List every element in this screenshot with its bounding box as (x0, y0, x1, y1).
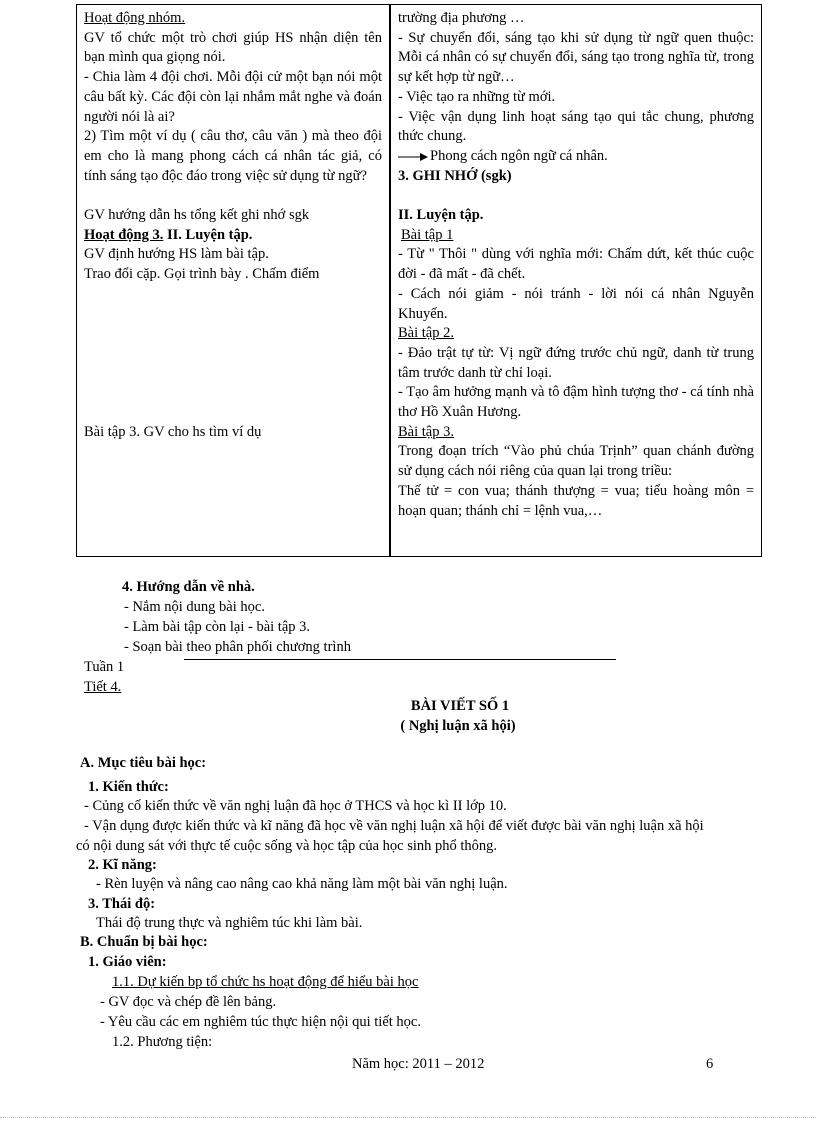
homework-item: - Làm bài tập còn lại - bài tập 3. (124, 619, 311, 635)
attitude-heading: 3. Thái độ: (88, 896, 156, 912)
practice-heading: II. Luyện tập. (398, 207, 484, 224)
activity-text: Trao đổi cặp. Gọi trình bày . Chấm điểm (84, 266, 320, 283)
activity-text: GV định hướng HS làm bài tập. (84, 246, 269, 263)
homework-heading: 4. Hướng dẫn về nhà. (122, 579, 255, 595)
footer-page-number: 6 (706, 1056, 714, 1072)
period-label: Tiết 4. (84, 679, 122, 695)
content-text: - Sự chuyển đổi, sáng tạo khi sử dụng từ ngữ quen thuộc: Mỗi cá nhân có sự chuyển đổi, sáng tạo trong nghĩa từ, trong sự kết hợp từ ngữ… (398, 29, 754, 86)
knowledge-text: - Củng cố kiến thức về văn nghị luận đã học ở THCS và học kì II lớp 10. (84, 798, 507, 814)
page-title: BÀI VIẾT SỐ 1 (410, 698, 510, 714)
footer-school-year: Năm học: 2011 – 2012 (352, 1056, 485, 1072)
knowledge-heading: 1. Kiến thức: (88, 779, 169, 795)
homework-item: - Soạn bài theo phân phối chương trình (124, 639, 351, 655)
memo-heading: 3. GHI NHỚ (sgk) (398, 167, 512, 184)
attitude-text: Thái độ trung thực và nghiêm túc khi làm bài. (96, 915, 363, 931)
activity-text: GV hướng dẫn hs tổng kết ghi nhớ sgk (84, 207, 310, 224)
activity-text: GV tổ chức một trò chơi giúp HS nhận diện tên bạn mình qua giọng nói. (84, 29, 382, 66)
content-text: - Việc tạo ra những từ mới. (398, 88, 556, 105)
skills-text: - Rèn luyện và nâng cao nâng cao khả năng làm một bài văn nghị luận. (96, 876, 508, 892)
exercise-3-heading: Bài tập 3. (398, 423, 454, 440)
content-text: - Từ " Thôi " dùng với nghĩa mới: Chấm dứt, kết thúc cuộc đời - đã mất - đã chết. (398, 246, 754, 283)
page-subtitle: ( Nghị luận xã hội) (400, 718, 516, 734)
activity-3-heading: Hoạt động 3. II. Luyện tập. (84, 226, 253, 243)
content-text: - Cách nói giảm - nói tránh - lời nói cá nhân Nguyễn Khuyến. (398, 285, 754, 322)
plan-text: - Yêu cầu các em nghiêm túc thực hiện nội qui tiết học. (100, 1014, 421, 1030)
teacher-heading: 1. Giáo viên: (88, 954, 167, 970)
content-text: Thế tử = con vua; thánh thượng = vua; tiểu hoàng môn = hoạn quan; thánh chỉ = lệnh vua,… (398, 482, 754, 519)
exercise-2-heading: Bài tập 2. (398, 325, 454, 342)
content-text: Trong đoạn trích “Vào phủ chúa Trịnh” quan chánh đường sử dụng cách nói riêng của quan lại trong triều: (398, 443, 754, 480)
section-b-heading: B. Chuẩn bị bài học: (80, 934, 208, 950)
lesson-table (76, 4, 762, 557)
exercise-1-heading: Bài tập 1 (401, 226, 454, 243)
knowledge-text: có nội dung sát với thực tế cuộc sống và học tập của học sinh phổ thông. (76, 838, 498, 854)
content-column (390, 5, 762, 557)
plan-text: - GV đọc và chép đề lên bảng. (100, 994, 277, 1010)
divider-line (184, 659, 616, 660)
week-label: Tuần 1 (84, 659, 125, 675)
content-text: trường địa phương … (398, 10, 525, 26)
activity-text: 2) Tìm một ví dụ ( câu thơ, câu văn ) mà theo đội em cho là mang phong cách cá nhân tác giả, có tính sáng tạo độc đáo trong việc sử dụng từ ngữ? (84, 128, 382, 184)
page-edge (0, 1117, 816, 1118)
content-text: - Việc vận dụng linh hoạt sáng tạo qui tắc chung, phương thức chung. (398, 108, 754, 145)
plan-heading: 1.1. Dự kiến bp tổ chức hs hoạt động để hiểu bài học (112, 974, 419, 990)
activity-text: - Chia làm 4 đội chơi. Mỗi đội cử một bạn nói một câu bất kỳ. Các đội còn lại nhắm mắt nghe và đoán người nói là ai? (84, 69, 382, 125)
section-a-heading: A. Mục tiêu bài học: (80, 755, 207, 771)
content-text: - Tạo âm hưởng mạnh và tô đậm hình tượng thơ - cá tính nhà thơ Hồ Xuân Hương. (398, 384, 754, 421)
knowledge-text: - Vận dụng được kiến thức và kĩ năng đã học về văn nghị luận xã hội để viết được bài văn nghị luận xã hội (84, 818, 704, 834)
means-heading: 1.2. Phương tiện: (112, 1034, 213, 1050)
style-conclusion: Phong cách ngôn ngữ cá nhân. (398, 147, 754, 167)
content-text: - Đảo trật tự từ: Vị ngữ đứng trước chủ ngữ, danh từ trung tâm trước danh từ chỉ loại. (398, 344, 754, 381)
skills-heading: 2. Kĩ năng: (88, 857, 157, 873)
group-activity-heading: Hoạt động nhóm. (84, 10, 186, 26)
homework-item: - Nắm nội dung bài học. (124, 599, 265, 615)
activity-column (77, 5, 391, 557)
activity-text: Bài tập 3. GV cho hs tìm ví dụ (84, 423, 262, 440)
arrow-right-icon (398, 152, 428, 162)
